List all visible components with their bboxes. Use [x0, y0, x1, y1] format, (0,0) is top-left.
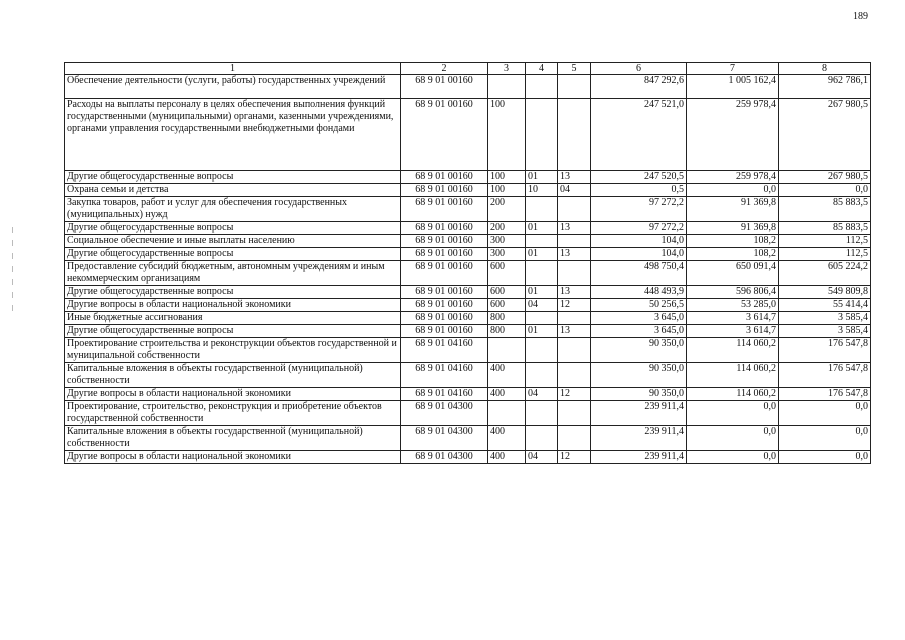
row-value8-cell: 176 547,8: [779, 388, 871, 401]
table-row: [65, 426, 871, 451]
row-col5-cell: [558, 99, 591, 171]
row-col4-cell: 10: [526, 184, 558, 197]
row-col3-cell: 300: [488, 235, 526, 248]
row-col4-cell: 01: [526, 325, 558, 338]
row-value8-cell: 112,5: [779, 248, 871, 261]
table-body: [65, 75, 871, 464]
row-value7-cell: 259 978,4: [687, 171, 779, 184]
row-value6-cell: 247 521,0: [591, 99, 687, 171]
table-row: [65, 222, 871, 235]
table-row: [65, 261, 871, 286]
row-col4-cell: 01: [526, 171, 558, 184]
row-name-cell: Другие вопросы в области национальной экономики: [65, 388, 401, 401]
row-col4-cell: [526, 261, 558, 286]
row-col5-cell: 04: [558, 184, 591, 197]
row-col5-cell: 13: [558, 222, 591, 235]
row-value7-cell: 114 060,2: [687, 338, 779, 363]
row-col3-cell: [488, 75, 526, 99]
row-col4-cell: [526, 401, 558, 426]
row-value6-cell: 3 645,0: [591, 325, 687, 338]
row-name-cell: Проектирование строительства и реконструкции объектов государственной и муниципальной собственности: [65, 338, 401, 363]
row-name-cell: Другие общегосударственные вопросы: [65, 248, 401, 261]
row-value8-cell: 112,5: [779, 235, 871, 248]
row-col4-cell: [526, 75, 558, 99]
row-value7-cell: 259 978,4: [687, 99, 779, 171]
row-col4-cell: [526, 99, 558, 171]
row-value6-cell: 247 520,5: [591, 171, 687, 184]
row-name-cell: Другие вопросы в области национальной экономики: [65, 299, 401, 312]
row-value7-cell: 0,0: [687, 426, 779, 451]
row-col5-cell: [558, 261, 591, 286]
row-value7-cell: 108,2: [687, 235, 779, 248]
row-code-cell: 68 9 01 04300: [401, 401, 488, 426]
row-col5-cell: 13: [558, 286, 591, 299]
row-col5-cell: 13: [558, 325, 591, 338]
row-col3-cell: 100: [488, 99, 526, 171]
row-col3-cell: 200: [488, 222, 526, 235]
row-col4-cell: 01: [526, 286, 558, 299]
row-code-cell: 68 9 01 00160: [401, 248, 488, 261]
row-value6-cell: 847 292,6: [591, 75, 687, 99]
row-name-cell: Другие общегосударственные вопросы: [65, 171, 401, 184]
row-value8-cell: 0,0: [779, 426, 871, 451]
row-value7-cell: 0,0: [687, 184, 779, 197]
row-col4-cell: 01: [526, 248, 558, 261]
row-value8-cell: 85 883,5: [779, 222, 871, 235]
row-value6-cell: 90 350,0: [591, 388, 687, 401]
row-name-cell: Охрана семьи и детства: [65, 184, 401, 197]
row-col3-cell: [488, 401, 526, 426]
row-col4-cell: [526, 338, 558, 363]
row-col5-cell: 12: [558, 451, 591, 464]
row-col3-cell: 800: [488, 312, 526, 325]
row-value6-cell: 90 350,0: [591, 338, 687, 363]
row-col5-cell: [558, 75, 591, 99]
row-value8-cell: 605 224,2: [779, 261, 871, 286]
row-code-cell: 68 9 01 04300: [401, 451, 488, 464]
row-code-cell: 68 9 01 00160: [401, 286, 488, 299]
row-value8-cell: 176 547,8: [779, 338, 871, 363]
table-row: [65, 171, 871, 184]
row-col4-cell: [526, 426, 558, 451]
row-col5-cell: [558, 197, 591, 222]
row-value6-cell: 0,5: [591, 184, 687, 197]
table-row: [65, 248, 871, 261]
row-name-cell: Иные бюджетные ассигнования: [65, 312, 401, 325]
row-col5-cell: [558, 235, 591, 248]
row-value8-cell: 55 414,4: [779, 299, 871, 312]
row-value7-cell: 91 369,8: [687, 197, 779, 222]
row-value6-cell: 239 911,4: [591, 401, 687, 426]
row-code-cell: 68 9 01 00160: [401, 261, 488, 286]
row-col5-cell: 12: [558, 388, 591, 401]
row-code-cell: 68 9 01 00160: [401, 171, 488, 184]
table-row: [65, 451, 871, 464]
row-code-cell: 68 9 01 04300: [401, 426, 488, 451]
row-value7-cell: 1 005 162,4: [687, 75, 779, 99]
column-header: 8: [779, 63, 871, 75]
row-name-cell: Другие общегосударственные вопросы: [65, 286, 401, 299]
column-header: 7: [687, 63, 779, 75]
page-number: 189: [853, 11, 868, 22]
row-col3-cell: 400: [488, 451, 526, 464]
row-value8-cell: 176 547,8: [779, 363, 871, 388]
row-col5-cell: [558, 363, 591, 388]
row-value8-cell: 0,0: [779, 184, 871, 197]
row-value6-cell: 104,0: [591, 235, 687, 248]
row-value6-cell: 90 350,0: [591, 363, 687, 388]
row-col5-cell: 13: [558, 171, 591, 184]
row-value7-cell: 53 285,0: [687, 299, 779, 312]
row-col3-cell: 600: [488, 286, 526, 299]
column-header: 4: [526, 63, 558, 75]
row-col3-cell: 400: [488, 388, 526, 401]
row-col4-cell: 04: [526, 299, 558, 312]
row-code-cell: 68 9 01 00160: [401, 197, 488, 222]
row-name-cell: Другие вопросы в области национальной экономики: [65, 451, 401, 464]
row-col3-cell: [488, 338, 526, 363]
row-code-cell: 68 9 01 04160: [401, 338, 488, 363]
row-col3-cell: 200: [488, 197, 526, 222]
row-value6-cell: 104,0: [591, 248, 687, 261]
row-name-cell: Другие общегосударственные вопросы: [65, 222, 401, 235]
row-value7-cell: 108,2: [687, 248, 779, 261]
column-header: 5: [558, 63, 591, 75]
scan-artifacts: [6, 220, 20, 360]
row-name-cell: Обеспечение деятельности (услуги, работы) государственных учреждений: [65, 75, 401, 99]
table-row: [65, 99, 871, 171]
row-col3-cell: 400: [488, 363, 526, 388]
column-header: 2: [401, 63, 488, 75]
table-row: [65, 325, 871, 338]
row-code-cell: 68 9 01 00160: [401, 184, 488, 197]
row-value8-cell: 3 585,4: [779, 325, 871, 338]
row-col4-cell: 04: [526, 451, 558, 464]
row-col3-cell: 400: [488, 426, 526, 451]
table-row: [65, 299, 871, 312]
row-col3-cell: 100: [488, 171, 526, 184]
row-col3-cell: 600: [488, 299, 526, 312]
row-value6-cell: 97 272,2: [591, 222, 687, 235]
row-code-cell: 68 9 01 00160: [401, 235, 488, 248]
row-col4-cell: [526, 312, 558, 325]
row-col5-cell: 12: [558, 299, 591, 312]
row-value7-cell: 3 614,7: [687, 312, 779, 325]
row-value7-cell: 0,0: [687, 401, 779, 426]
row-value6-cell: 97 272,2: [591, 197, 687, 222]
row-code-cell: 68 9 01 00160: [401, 299, 488, 312]
row-value6-cell: 448 493,9: [591, 286, 687, 299]
row-value8-cell: 267 980,5: [779, 99, 871, 171]
row-name-cell: Предоставление субсидий бюджетным, автономным учреждениям и иным некоммерческим организациям: [65, 261, 401, 286]
table-header-row: [65, 63, 871, 75]
row-name-cell: Капитальные вложения в объекты государственной (муниципальной) собственности: [65, 363, 401, 388]
row-value8-cell: 85 883,5: [779, 197, 871, 222]
table-row: [65, 401, 871, 426]
row-value8-cell: 3 585,4: [779, 312, 871, 325]
row-name-cell: Другие общегосударственные вопросы: [65, 325, 401, 338]
row-col5-cell: [558, 426, 591, 451]
row-col5-cell: 13: [558, 248, 591, 261]
row-col5-cell: [558, 401, 591, 426]
table-row: [65, 388, 871, 401]
row-col4-cell: 04: [526, 388, 558, 401]
table-row: [65, 338, 871, 363]
row-value7-cell: 91 369,8: [687, 222, 779, 235]
table-row: [65, 184, 871, 197]
row-value6-cell: 50 256,5: [591, 299, 687, 312]
row-code-cell: 68 9 01 04160: [401, 388, 488, 401]
row-value8-cell: 0,0: [779, 451, 871, 464]
table-row: [65, 75, 871, 99]
row-col4-cell: [526, 235, 558, 248]
column-header: 3: [488, 63, 526, 75]
row-code-cell: 68 9 01 00160: [401, 99, 488, 171]
row-col3-cell: 300: [488, 248, 526, 261]
row-code-cell: 68 9 01 00160: [401, 222, 488, 235]
row-value7-cell: 596 806,4: [687, 286, 779, 299]
row-col4-cell: [526, 363, 558, 388]
table-row: [65, 235, 871, 248]
row-value7-cell: 114 060,2: [687, 363, 779, 388]
row-code-cell: 68 9 01 04160: [401, 363, 488, 388]
row-col3-cell: 600: [488, 261, 526, 286]
row-value6-cell: 239 911,4: [591, 426, 687, 451]
row-value6-cell: 239 911,4: [591, 451, 687, 464]
row-name-cell: Закупка товаров, работ и услуг для обеспечения государственных (муниципальных) нужд: [65, 197, 401, 222]
column-header: 6: [591, 63, 687, 75]
row-code-cell: 68 9 01 00160: [401, 75, 488, 99]
row-value7-cell: 0,0: [687, 451, 779, 464]
row-value6-cell: 3 645,0: [591, 312, 687, 325]
row-value8-cell: 549 809,8: [779, 286, 871, 299]
row-code-cell: 68 9 01 00160: [401, 325, 488, 338]
table-row: [65, 286, 871, 299]
row-name-cell: Проектирование, строительство, реконструкция и приобретение объектов государственной собственности: [65, 401, 401, 426]
row-value7-cell: 3 614,7: [687, 325, 779, 338]
row-code-cell: 68 9 01 00160: [401, 312, 488, 325]
table-row: [65, 312, 871, 325]
row-value8-cell: 0,0: [779, 401, 871, 426]
row-value7-cell: 650 091,4: [687, 261, 779, 286]
row-name-cell: Социальное обеспечение и иные выплаты населению: [65, 235, 401, 248]
row-value6-cell: 498 750,4: [591, 261, 687, 286]
table-row: [65, 197, 871, 222]
row-value8-cell: 962 786,1: [779, 75, 871, 99]
row-col5-cell: [558, 338, 591, 363]
row-col5-cell: [558, 312, 591, 325]
row-value8-cell: 267 980,5: [779, 171, 871, 184]
column-header: 1: [65, 63, 401, 75]
table-row: [65, 363, 871, 388]
row-name-cell: Капитальные вложения в объекты государственной (муниципальной) собственности: [65, 426, 401, 451]
row-col4-cell: 01: [526, 222, 558, 235]
row-col3-cell: 100: [488, 184, 526, 197]
row-col4-cell: [526, 197, 558, 222]
budget-table: [64, 62, 871, 464]
row-value7-cell: 114 060,2: [687, 388, 779, 401]
row-col3-cell: 800: [488, 325, 526, 338]
row-name-cell: Расходы на выплаты персоналу в целях обеспечения выполнения функций государственными (муниципальными) органами, казенными учреждениями, органами управления государственными внебюджетными фондами: [65, 99, 401, 171]
